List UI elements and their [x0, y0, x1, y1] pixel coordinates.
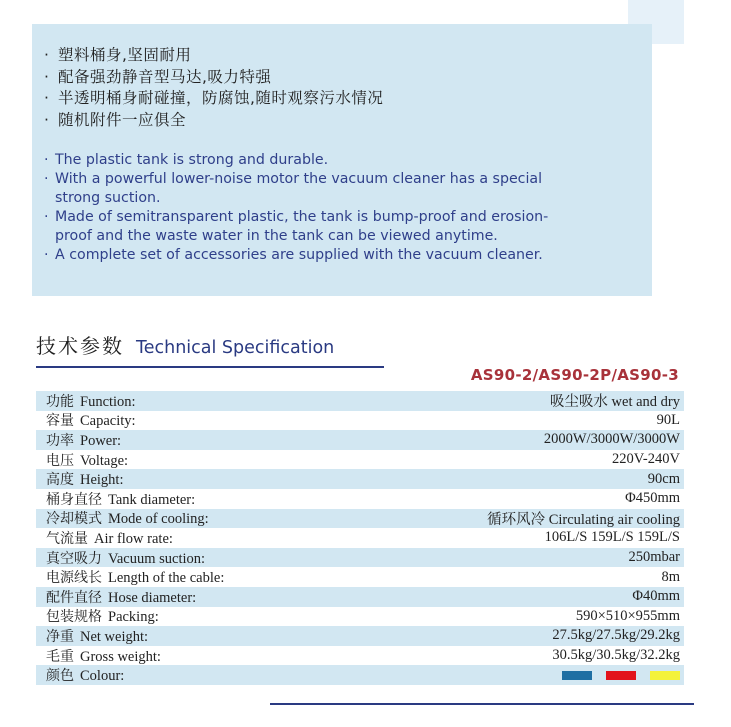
spec-value: 106L/S 159L/S 159L/S — [544, 529, 680, 546]
bullet-dot: · — [44, 46, 50, 64]
title-underline — [36, 366, 384, 368]
bullet-dot: · — [44, 247, 49, 263]
spec-row-power — [36, 430, 684, 450]
section-title — [36, 330, 334, 359]
spec-value: 220V-240V — [612, 451, 680, 468]
spec-row-cooling — [36, 509, 684, 529]
feature-en-item: · Made of semitransparent plastic, the tank is bump-proof and erosion- proof and the waste water in the tank can be viewed anytime. — [44, 209, 549, 244]
spec-row-air-flow — [36, 528, 684, 548]
spec-label: 冷却模式 Mode of cooling: — [46, 511, 209, 528]
spec-row-cable-length — [36, 567, 684, 587]
bottom-rule — [270, 703, 694, 705]
section-title-cn: 技术参数 — [36, 334, 124, 358]
spec-label: 桶身直径 Tank diameter: — [46, 491, 196, 508]
spec-row-colour — [36, 665, 684, 685]
feature-en-item: · A complete set of accessories are supplied with the vacuum cleaner. — [44, 247, 543, 263]
spec-value: Φ40mm — [632, 588, 680, 605]
spec-value: 循环风冷 Circulating air cooling — [487, 511, 680, 528]
spec-label: 电源线长 Length of the cable: — [46, 570, 225, 587]
feature-en-item: · With a powerful lower-noise motor the vacuum cleaner has a special strong suction. — [44, 171, 543, 206]
spec-row-tank-diameter — [36, 489, 684, 509]
feature-list-cn — [44, 45, 383, 131]
spec-value: 590×510×955mm — [575, 607, 680, 624]
bullet-dot: · — [44, 171, 49, 187]
colour-swatch-yellow — [650, 671, 680, 680]
spec-value: 30.5kg/30.5kg/32.2kg — [552, 647, 680, 664]
spec-label: 电压 Voltage: — [46, 452, 129, 469]
spec-value: Φ450mm — [625, 490, 680, 507]
spec-label: 功能 Function: — [46, 393, 136, 410]
colour-swatch-red — [606, 671, 636, 680]
colour-swatches — [562, 671, 680, 680]
spec-value: 8m — [661, 568, 680, 585]
spec-label: 净重 Net weight: — [46, 628, 149, 645]
spec-row-voltage — [36, 450, 684, 470]
spec-label: 容量 Capacity: — [46, 413, 136, 430]
spec-label: 颜色 Colour: — [46, 668, 125, 685]
spec-label: 功率 Power: — [46, 432, 122, 449]
feature-cn-item: · 半透明桶身耐碰撞，防腐蚀,随时观察污水情况 — [44, 88, 383, 110]
spec-row-net-weight — [36, 626, 684, 646]
spec-value: 90cm — [647, 470, 680, 487]
spec-row-packing — [36, 607, 684, 627]
bullet-dot: · — [44, 89, 50, 107]
bullet-dot: · — [44, 152, 49, 168]
model-numbers: AS90-2/AS90-2P/AS90-3 — [470, 366, 679, 384]
spec-row-function — [36, 391, 684, 411]
spec-row-hose-diameter — [36, 587, 684, 607]
bullet-dot: · — [44, 110, 50, 129]
spec-label: 配件直径 Hose diameter: — [46, 589, 197, 606]
spec-table — [36, 391, 684, 685]
spec-label: 毛重 Gross weight: — [46, 648, 161, 665]
feature-list-en — [44, 151, 644, 265]
feature-cn-item: · 随机附件一应俱全 — [44, 110, 383, 132]
spec-value: 吸尘吸水 wet and dry — [549, 394, 680, 411]
spec-value: 90L — [656, 411, 680, 428]
spec-label: 真空吸力 Vacuum suction: — [46, 550, 206, 567]
spec-row-capacity — [36, 411, 684, 431]
spec-row-height — [36, 469, 684, 489]
spec-label: 气流量 Air flow rate: — [46, 530, 173, 547]
feature-cn-item: · 配备强劲静音型马达,吸力特强 — [44, 67, 383, 89]
bullet-dot: · — [44, 209, 49, 225]
spec-value: 27.5kg/27.5kg/29.2kg — [552, 627, 680, 644]
spec-label: 包装规格 Packing: — [46, 609, 159, 626]
spec-row-vacuum-suction — [36, 548, 684, 568]
feature-cn-item: · 塑料桶身,坚固耐用 — [44, 45, 383, 67]
feature-en-item: · The plastic tank is strong and durable. — [44, 152, 329, 168]
spec-label: 高度 Height: — [46, 472, 124, 489]
spec-value: 250mbar — [628, 549, 680, 566]
bullet-dot: · — [44, 67, 50, 86]
spec-row-gross-weight — [36, 646, 684, 666]
section-title-en: Technical Specification — [136, 338, 335, 358]
colour-swatch-blue — [562, 671, 592, 680]
spec-value: 2000W/3000W/3000W — [543, 431, 680, 448]
